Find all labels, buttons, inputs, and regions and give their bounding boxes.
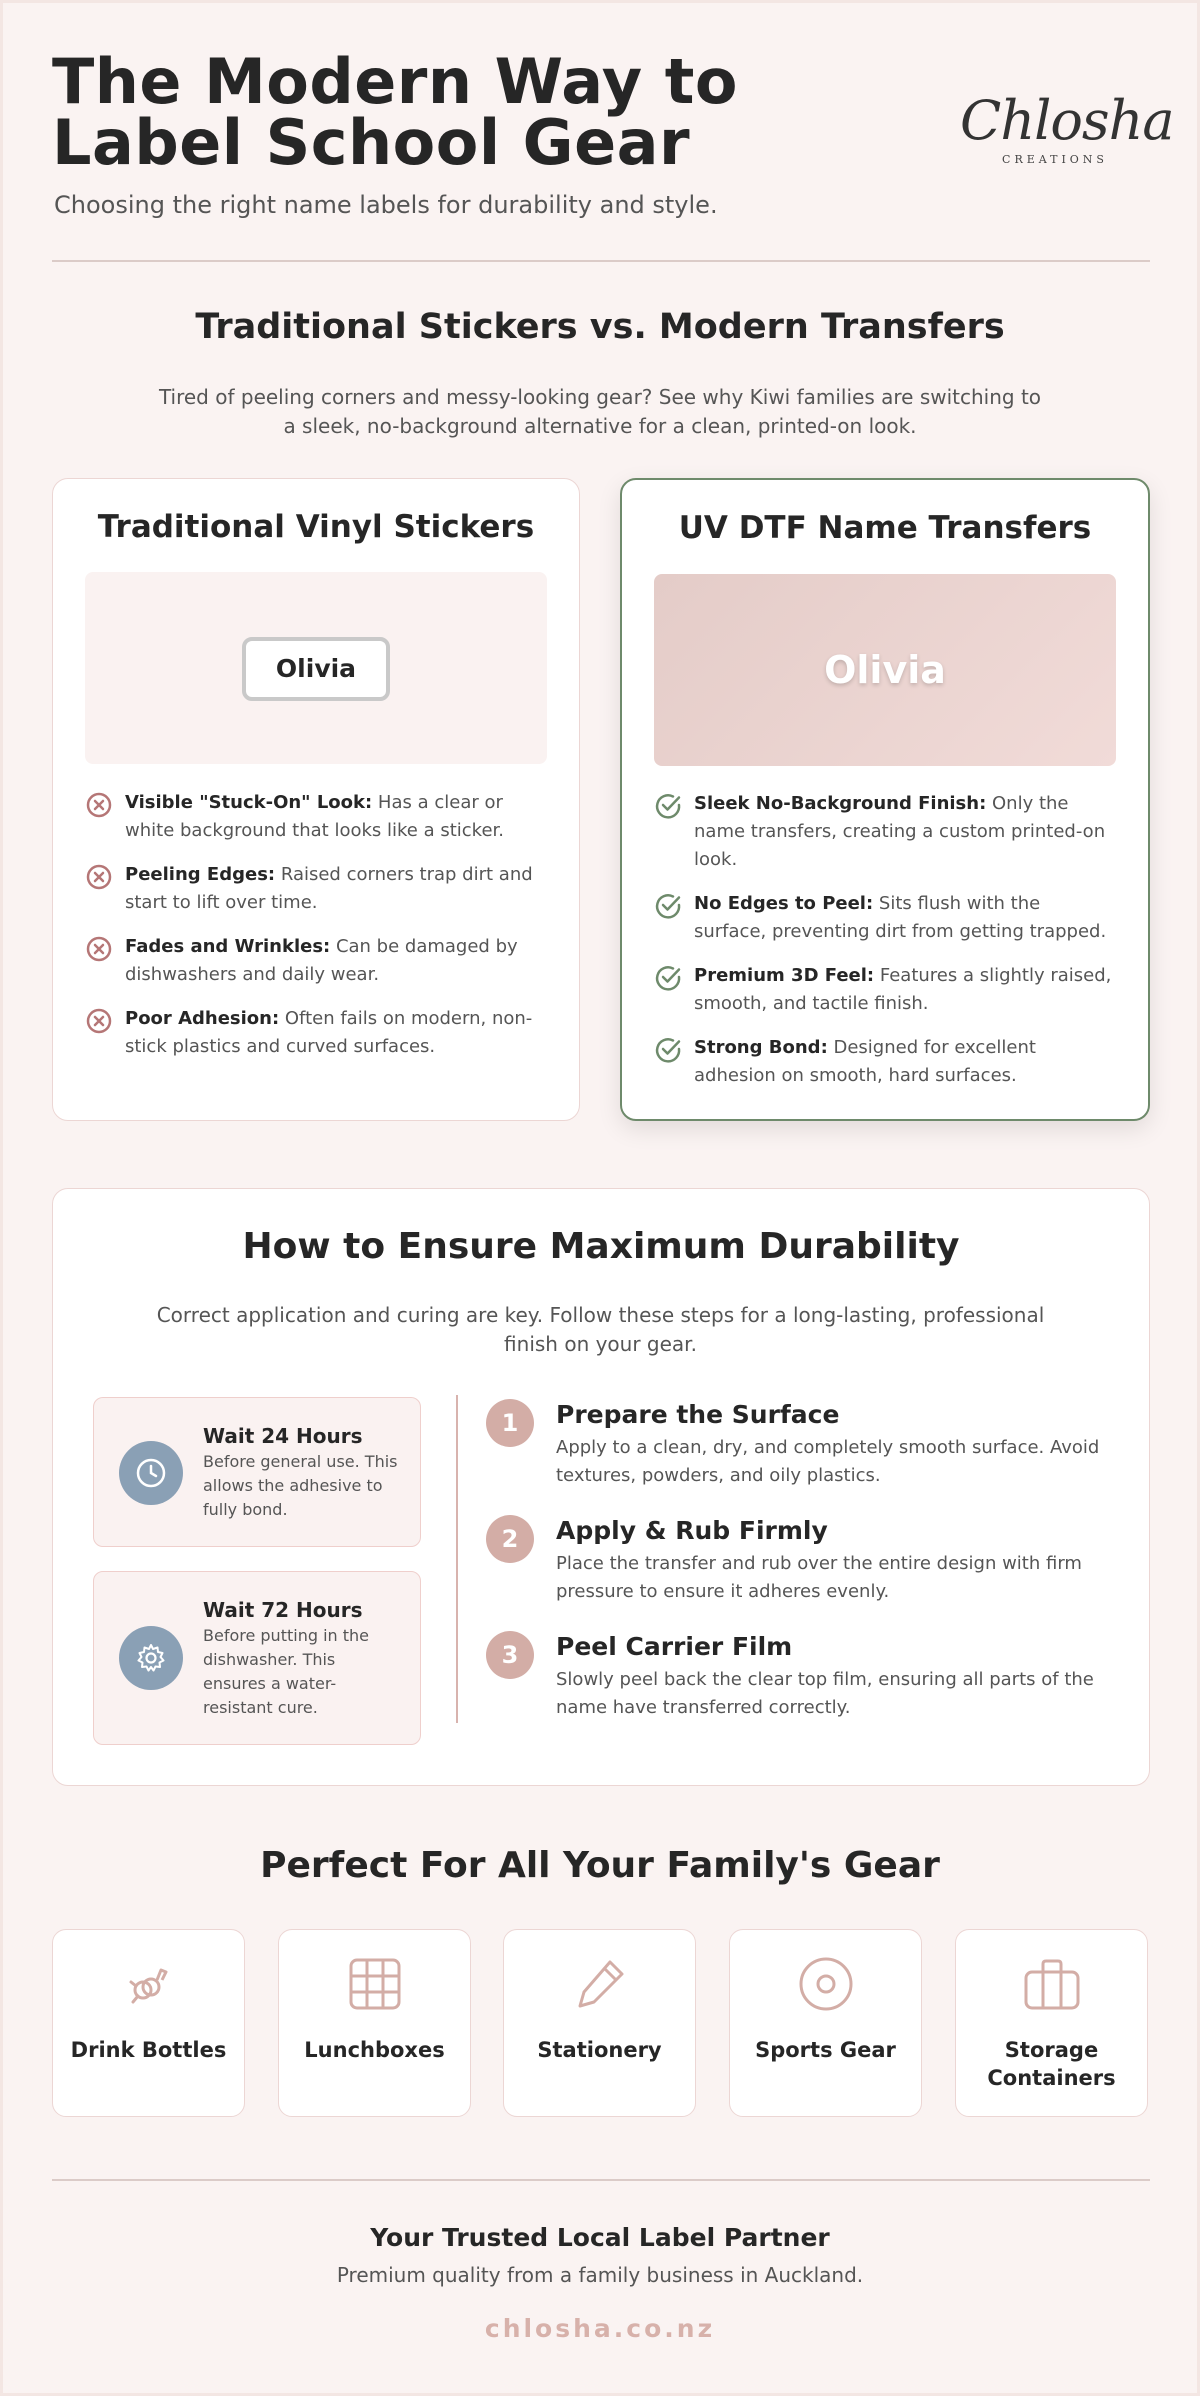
page <box>3 3 1197 2393</box>
gear-icon <box>135 1642 167 1674</box>
step-number: 3 <box>486 1631 534 1679</box>
durability-description: Correct application and curing are key. Follow these steps for a long-lasting, professional finish on your gear. <box>156 1303 1045 1356</box>
feature-text: Only the name transfers, creating a custom printed-on look. <box>694 793 1106 870</box>
vinyl-stickers-card <box>52 478 580 1121</box>
feature-bold: Strong Bond: <box>694 1037 828 1058</box>
uv-transfer-preview <box>654 574 1116 766</box>
gear-card-storage-containers[interactable] <box>955 1929 1148 2117</box>
feature-bold: Poor Adhesion: <box>125 1008 280 1029</box>
feature-text: Can be damaged by dishwashers and daily wear. <box>125 936 518 985</box>
gear-card-stationery[interactable] <box>503 1929 696 2117</box>
feature-bold: Visible "Stuck-On" Look: <box>125 792 373 813</box>
steps-divider <box>456 1395 458 1723</box>
website-link[interactable]: chlosha.co.nz <box>484 2314 716 2343</box>
feature-text: Designed for excellent adhesion on smooth, hard surfaces. <box>694 1037 1036 1086</box>
gear-label: Lunchboxes <box>304 2038 445 2062</box>
vinyl-feature-item <box>85 933 545 989</box>
uv-feature-item <box>654 962 1114 1018</box>
page-title-line-2: Label School Gear <box>52 106 691 179</box>
header <box>52 45 1174 261</box>
check-circle-icon <box>654 1036 682 1064</box>
feature-bold: Sleek No-Background Finish: <box>694 793 987 814</box>
gear-card-lunchboxes[interactable] <box>278 1929 471 2117</box>
target-icon <box>798 1956 854 2012</box>
briefcase-icon <box>1024 1956 1080 2012</box>
page-title <box>52 45 852 179</box>
feature-text: Often fails on modern, non-stick plastics and curved surfaces. <box>125 1008 533 1057</box>
step-text: Apply to a clean, dry, and completely smooth surface. Avoid textures, powders, and oily plastics. <box>556 1437 1100 1486</box>
vinyl-card-title: Traditional Vinyl Stickers <box>97 509 535 545</box>
comparison-title: Traditional Stickers vs. Modern Transfers <box>195 307 1005 347</box>
sticker-sample: Olivia <box>242 637 390 701</box>
gear-label: Drink Bottles <box>70 2038 227 2062</box>
feature-text: Features a slightly raised, smooth, and tactile finish. <box>694 965 1112 1014</box>
step-text: Slowly peel back the clear top film, ensuring all parts of the name have transferred correctly. <box>556 1669 1094 1718</box>
footer-title: Your Trusted Local Label Partner <box>370 2223 830 2252</box>
gear-card-drink-bottles[interactable] <box>52 1929 245 2117</box>
brand-logo[interactable] <box>960 89 1174 181</box>
comparison-description: Tired of peeling corners and messy-looking gear? See why Kiwi families are switching to a sleek, no-background alternative for a clean, printed-on look. <box>158 385 1042 438</box>
grid-box-icon <box>347 1956 403 2012</box>
page-title-line-1: The Modern Way to <box>52 45 738 118</box>
check-circle-icon <box>654 964 682 992</box>
vinyl-feature-item <box>85 861 545 917</box>
uv-card-title: UV DTF Name Transfers <box>678 510 1092 546</box>
clock-icon <box>135 1457 167 1489</box>
gear-icon-circle <box>119 1626 183 1690</box>
x-circle-icon <box>85 1007 113 1035</box>
gear-card-sports-gear[interactable] <box>729 1929 922 2117</box>
vinyl-feature-item <box>85 1005 545 1061</box>
feature-text: Raised corners trap dirt and start to lift over time. <box>125 864 533 913</box>
page-subtitle: Choosing the right name labels for durability and style. <box>54 191 718 219</box>
gear-label: Storage Containers <box>987 2038 1116 2090</box>
wait-title: Wait 72 Hours <box>203 1598 363 1622</box>
feature-bold: Premium 3D Feel: <box>694 965 875 986</box>
footer-divider <box>52 2179 1150 2181</box>
wait-72-hours-box <box>93 1571 421 1745</box>
wait-text: Before putting in the dishwasher. This ensures a water-resistant cure. <box>203 1626 369 1717</box>
step-title: Apply & Rub Firmly <box>556 1516 828 1545</box>
check-circle-icon <box>654 792 682 820</box>
vinyl-sticker-preview <box>85 572 547 764</box>
wait-title: Wait 24 Hours <box>203 1424 363 1448</box>
uv-feature-item <box>654 1034 1114 1090</box>
feature-bold: Fades and Wrinkles: <box>125 936 331 957</box>
feature-text: Has a clear or white background that looks like a sticker. <box>125 792 504 841</box>
check-circle-icon <box>654 892 682 920</box>
header-divider <box>52 260 1150 262</box>
gear-label: Stationery <box>537 2038 662 2062</box>
x-circle-icon <box>85 935 113 963</box>
transfer-sample: Olivia <box>824 648 946 692</box>
step-title: Peel Carrier Film <box>556 1632 793 1661</box>
feature-bold: No Edges to Peel: <box>694 893 874 914</box>
x-circle-icon <box>85 791 113 819</box>
wait-text: Before general use. This allows the adhesive to fully bond. <box>203 1452 398 1519</box>
uv-feature-item <box>654 790 1114 874</box>
step-text: Place the transfer and rub over the entire design with firm pressure to ensure it adheres evenly. <box>556 1553 1082 1602</box>
gear-title: Perfect For All Your Family's Gear <box>260 1845 940 1886</box>
feature-text: Sits flush with the surface, preventing dirt from getting trapped. <box>694 893 1107 942</box>
step-number: 1 <box>486 1399 534 1447</box>
step-title: Prepare the Surface <box>556 1400 840 1429</box>
bottle-icon <box>121 1956 177 2012</box>
uv-feature-item <box>654 890 1114 946</box>
footer-subtitle: Premium quality from a family business in Auckland. <box>336 2263 864 2287</box>
x-circle-icon <box>85 863 113 891</box>
wait-24-hours-box <box>93 1397 421 1547</box>
vinyl-feature-item <box>85 789 545 845</box>
logo-script: Chlosha <box>960 89 1174 152</box>
clock-icon-circle <box>119 1441 183 1505</box>
logo-subtext: CREATIONS <box>1002 153 1108 166</box>
feature-bold: Peeling Edges: <box>125 864 276 885</box>
uv-dtf-transfers-card <box>620 478 1150 1121</box>
durability-card <box>52 1188 1150 1786</box>
gear-label: Sports Gear <box>755 2038 896 2062</box>
durability-title: How to Ensure Maximum Durability <box>242 1226 960 1267</box>
step-number: 2 <box>486 1515 534 1563</box>
pencil-icon <box>572 1956 628 2012</box>
